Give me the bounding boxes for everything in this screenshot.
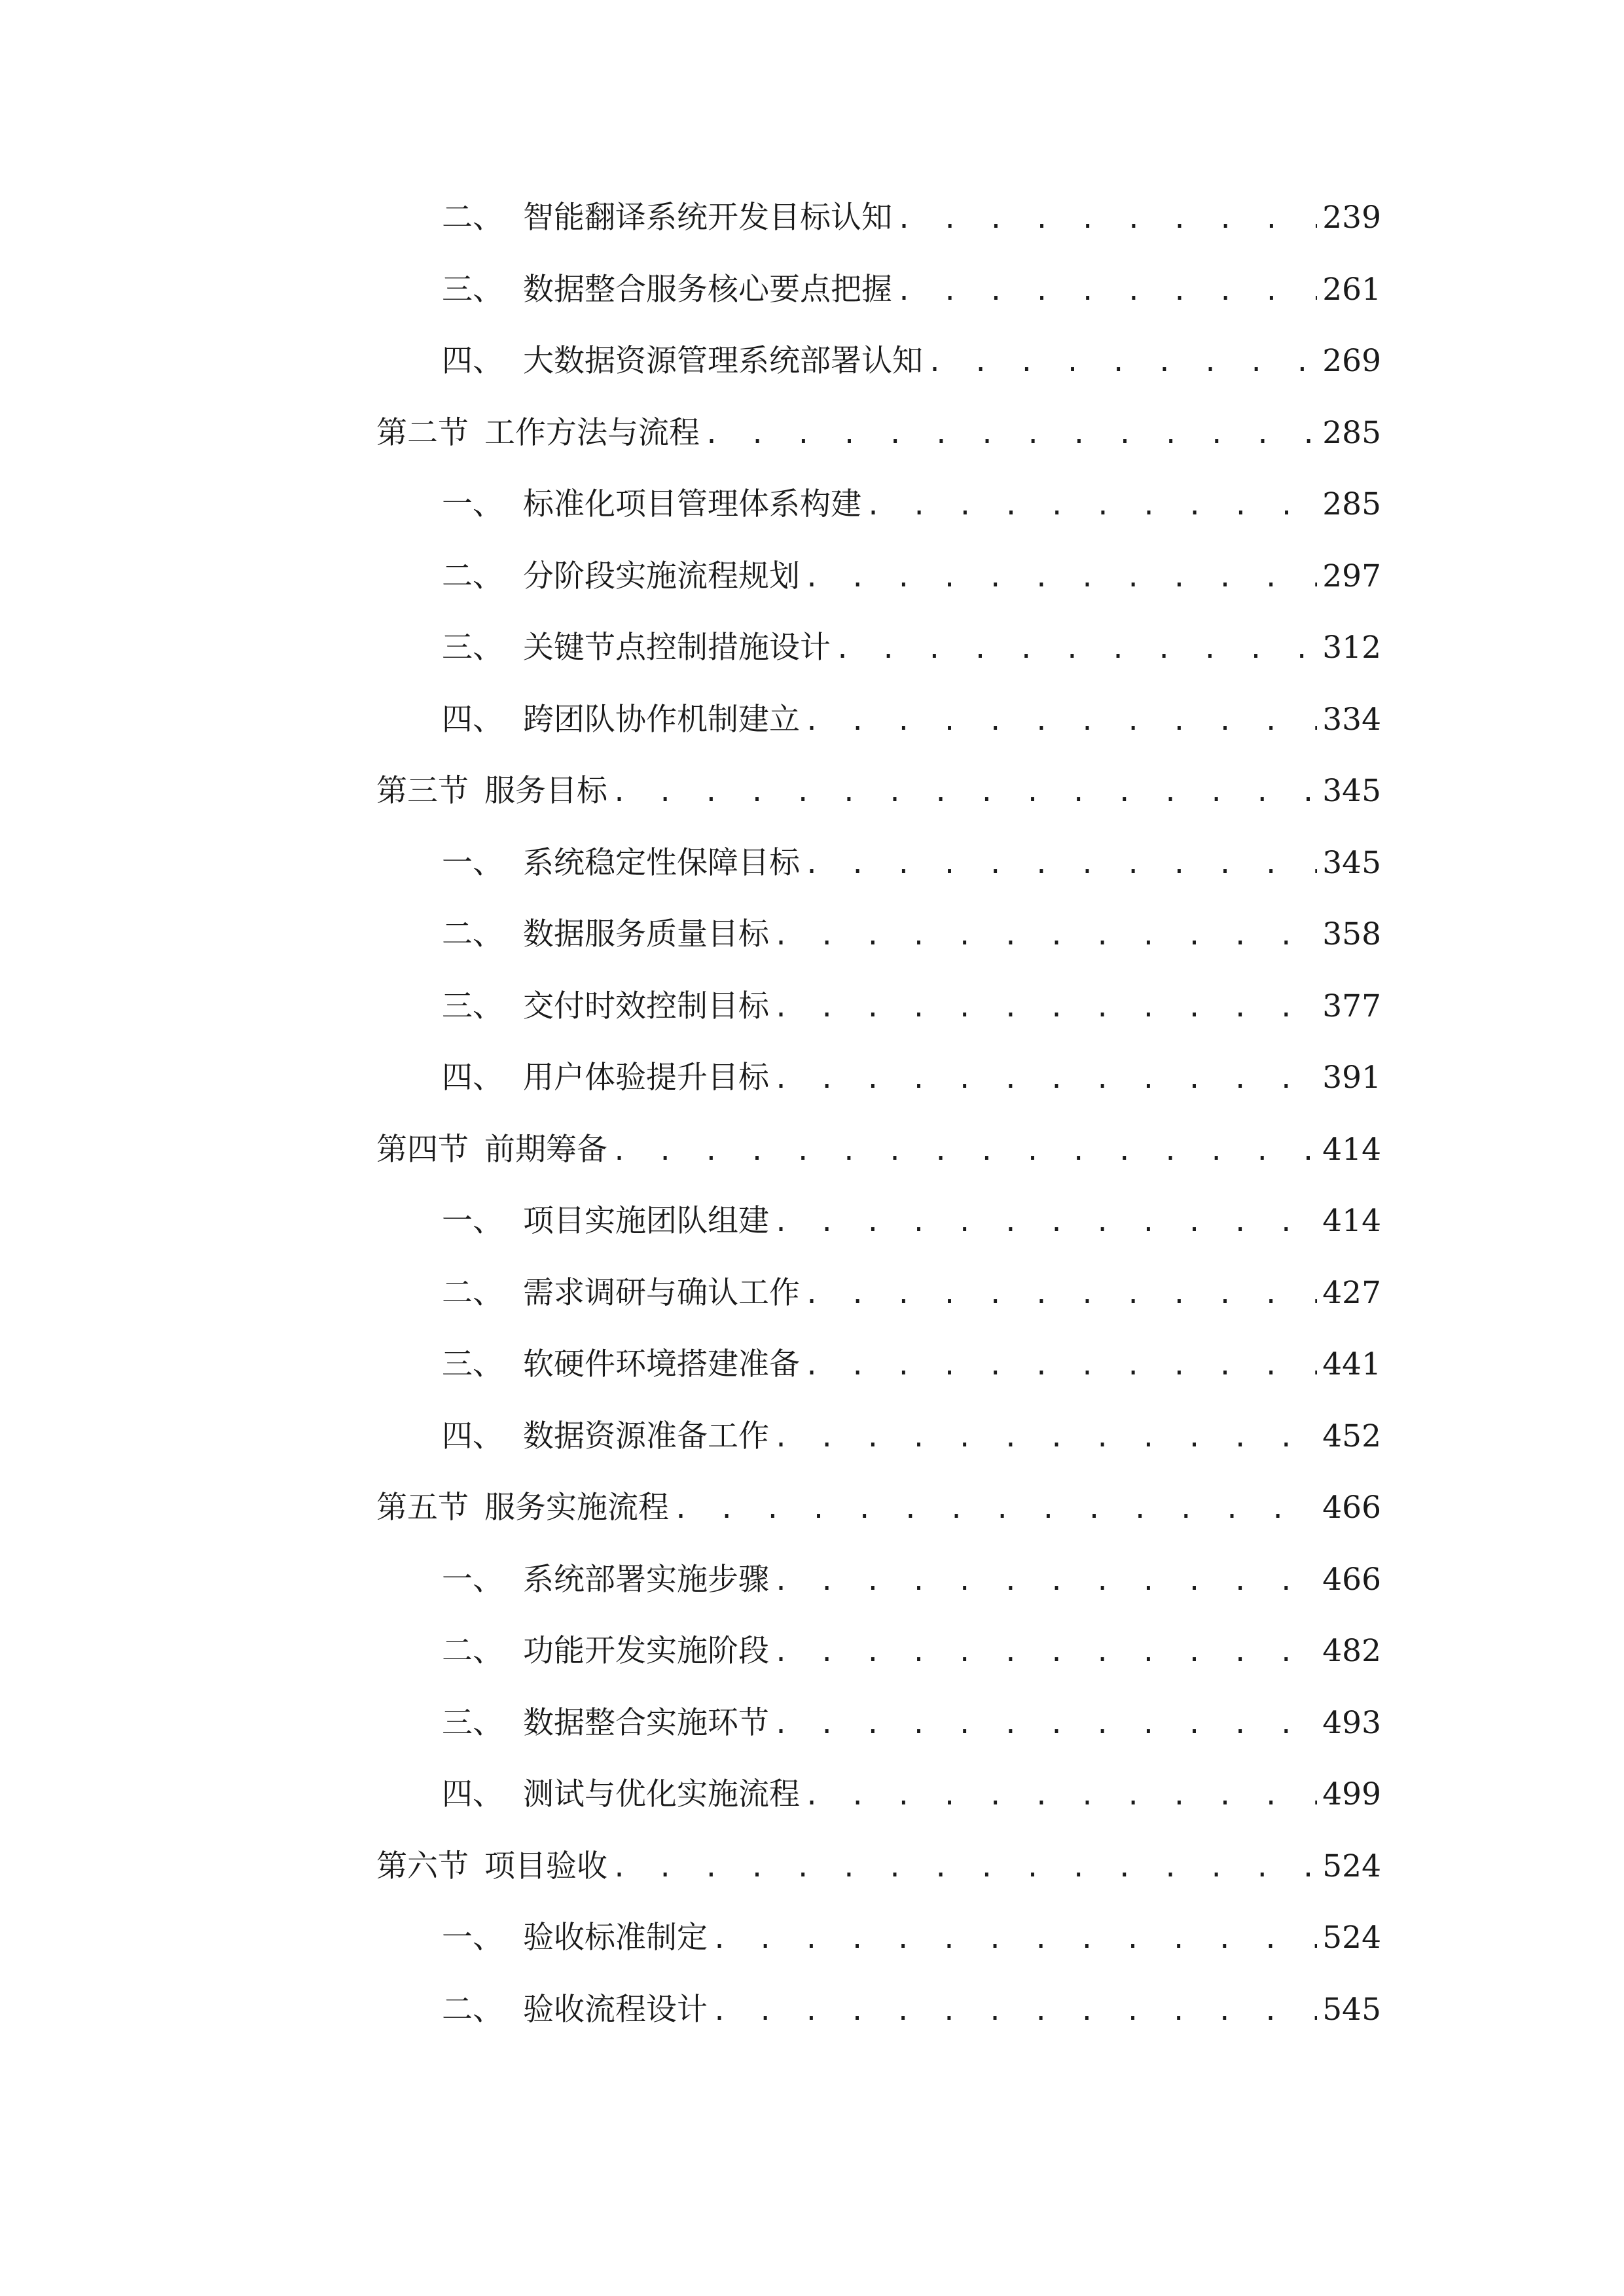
- toc-entry-number: 四、: [442, 1060, 503, 1096]
- toc-entry-page: 427: [1322, 1274, 1381, 1311]
- dot-leader: [773, 1055, 1317, 1104]
- toc-entry-page: 239: [1322, 200, 1381, 236]
- dot-leader: [865, 482, 1317, 531]
- toc-entry-title: 测试与优化实施流程: [523, 1776, 800, 1812]
- toc-entry[interactable]: [376, 1196, 1381, 1268]
- toc-entry-page: 358: [1322, 916, 1381, 952]
- toc-entry-page: 312: [1322, 630, 1381, 666]
- toc-entry-title: 软硬件环境搭建准备: [523, 1346, 800, 1382]
- toc-entry-number: 三、: [442, 630, 503, 666]
- dot-leader: [611, 768, 1317, 817]
- dot-leader: [611, 1844, 1317, 1893]
- toc-entry[interactable]: [376, 910, 1381, 982]
- toc-entry[interactable]: [376, 1770, 1381, 1842]
- toc-entry-number: 二、: [442, 916, 503, 952]
- toc-section-entry[interactable]: [376, 1842, 1381, 1914]
- toc-section-number: 第五节: [376, 1490, 469, 1526]
- toc-entry[interactable]: [376, 1053, 1381, 1125]
- toc-entry-title: 大数据资源管理系统部署认知: [523, 343, 923, 379]
- toc-entry[interactable]: [376, 1268, 1381, 1340]
- toc-entry-title: 数据整合服务核心要点把握: [523, 271, 892, 308]
- toc-section-title: 服务目标: [484, 773, 607, 809]
- toc-entry-title: 验收流程设计: [523, 1991, 708, 2028]
- toc-entry-number: 二、: [442, 200, 503, 236]
- dot-leader: [773, 1414, 1317, 1463]
- toc-entry[interactable]: [376, 193, 1381, 265]
- toc-entry[interactable]: [376, 1985, 1381, 2057]
- dot-leader: [927, 338, 1317, 387]
- toc-entry-title: 用户体验提升目标: [523, 1060, 769, 1096]
- toc-entry-page: 261: [1322, 271, 1381, 308]
- toc-section-title: 工作方法与流程: [484, 414, 700, 451]
- toc-section-title: 服务实施流程: [484, 1490, 669, 1526]
- toc-entry[interactable]: [376, 1412, 1381, 1484]
- toc-entry-title: 数据资源准备工作: [523, 1418, 769, 1454]
- toc-entry-page: 414: [1322, 1203, 1381, 1239]
- toc-entry-number: 二、: [442, 558, 503, 594]
- toc-entry-page: 452: [1322, 1418, 1381, 1454]
- toc-entry-title: 智能翻译系统开发目标认知: [523, 200, 892, 236]
- toc-section-title: 前期筹备: [484, 1131, 607, 1168]
- toc-entry-number: 四、: [442, 701, 503, 738]
- toc-entry-title: 系统稳定性保障目标: [523, 844, 800, 881]
- toc-entry[interactable]: [376, 838, 1381, 910]
- toc-entry-page: 545: [1322, 1991, 1381, 2028]
- toc-entry-page: 345: [1322, 844, 1381, 881]
- dot-leader: [804, 1342, 1317, 1391]
- toc-entry-number: 四、: [442, 343, 503, 379]
- toc-section-title: 项目验收: [484, 1848, 607, 1884]
- dot-leader: [673, 1485, 1317, 1534]
- toc-section-number: 第六节: [376, 1848, 469, 1884]
- dot-leader: [773, 1700, 1317, 1749]
- toc-section-page: 285: [1322, 414, 1381, 451]
- dot-leader: [773, 1557, 1317, 1606]
- toc-section-number: 第二节: [376, 414, 469, 451]
- toc-entry-page: 391: [1322, 1060, 1381, 1096]
- toc-entry[interactable]: [376, 1340, 1381, 1412]
- dot-leader: [835, 625, 1317, 674]
- toc-entry[interactable]: [376, 695, 1381, 767]
- toc-entry-title: 分阶段实施流程规划: [523, 558, 800, 594]
- toc-entry-number: 二、: [442, 1991, 503, 2028]
- toc-section-entry[interactable]: [376, 1483, 1381, 1555]
- toc-entry[interactable]: [376, 623, 1381, 695]
- dot-leader: [773, 1198, 1317, 1247]
- toc-entry[interactable]: [376, 1626, 1381, 1698]
- toc-entry-title: 功能开发实施阶段: [523, 1633, 769, 1669]
- toc-section-entry[interactable]: [376, 408, 1381, 480]
- dot-leader: [773, 912, 1317, 961]
- toc-section-number: 第四节: [376, 1131, 469, 1168]
- toc-entry-title: 验收标准制定: [523, 1920, 708, 1956]
- toc-entry-page: 524: [1322, 1920, 1381, 1956]
- toc-section-number: 第三节: [376, 773, 469, 809]
- toc-entry-title: 标准化项目管理体系构建: [523, 486, 861, 522]
- toc-entry-page: 493: [1322, 1704, 1381, 1741]
- dot-leader: [611, 1127, 1317, 1176]
- toc-entry[interactable]: [376, 1555, 1381, 1627]
- dot-leader: [896, 267, 1317, 316]
- toc-entry[interactable]: [376, 1698, 1381, 1770]
- toc-entry-title: 跨团队协作机制建立: [523, 701, 800, 738]
- toc-entry[interactable]: [376, 1913, 1381, 1985]
- dot-leader: [773, 984, 1317, 1033]
- toc-entry-number: 三、: [442, 1346, 503, 1382]
- toc-entry-number: 三、: [442, 271, 503, 308]
- toc-entry-number: 一、: [442, 1561, 503, 1598]
- dot-leader: [773, 1628, 1317, 1677]
- dot-leader: [804, 1772, 1317, 1821]
- toc-entry-number: 二、: [442, 1274, 503, 1311]
- toc-entry-number: 一、: [442, 844, 503, 881]
- toc-section-entry[interactable]: [376, 1125, 1381, 1197]
- dot-leader: [704, 410, 1317, 459]
- toc-entry-title: 项目实施团队组建: [523, 1203, 769, 1239]
- toc-entry-number: 四、: [442, 1418, 503, 1454]
- dot-leader: [896, 195, 1317, 244]
- toc-entry-title: 数据整合实施环节: [523, 1704, 769, 1741]
- toc-entry-page: 441: [1322, 1346, 1381, 1382]
- toc-entry-page: 482: [1322, 1633, 1381, 1669]
- toc-section-entry[interactable]: [376, 766, 1381, 838]
- toc-entry-number: 一、: [442, 486, 503, 522]
- dot-leader: [804, 1270, 1317, 1319]
- dot-leader: [804, 840, 1317, 889]
- toc-entry[interactable]: [376, 982, 1381, 1054]
- toc-entry-title: 需求调研与确认工作: [523, 1274, 800, 1311]
- dot-leader: [804, 697, 1317, 746]
- toc-entry-number: 三、: [442, 1704, 503, 1741]
- toc-entry-page: 334: [1322, 701, 1381, 738]
- toc-entry-page: 499: [1322, 1776, 1381, 1812]
- toc-entry[interactable]: [376, 480, 1381, 552]
- toc-entry-page: 297: [1322, 558, 1381, 594]
- toc-entry[interactable]: [376, 265, 1381, 337]
- table-of-contents: [376, 193, 1381, 2056]
- toc-section-page: 466: [1322, 1490, 1381, 1526]
- toc-entry-page: 269: [1322, 343, 1381, 379]
- toc-entry-page: 466: [1322, 1561, 1381, 1598]
- toc-entry-number: 二、: [442, 1633, 503, 1669]
- toc-entry-page: 377: [1322, 988, 1381, 1024]
- toc-entry-number: 四、: [442, 1776, 503, 1812]
- toc-entry[interactable]: [376, 552, 1381, 624]
- toc-section-page: 524: [1322, 1848, 1381, 1884]
- dot-leader: [804, 554, 1317, 603]
- toc-entry-title: 数据服务质量目标: [523, 916, 769, 952]
- toc-entry-title: 系统部署实施步骤: [523, 1561, 769, 1598]
- toc-entry-number: 一、: [442, 1203, 503, 1239]
- toc-entry-page: 285: [1322, 486, 1381, 522]
- toc-entry-title: 交付时效控制目标: [523, 988, 769, 1024]
- toc-entry-title: 关键节点控制措施设计: [523, 630, 831, 666]
- toc-entry[interactable]: [376, 336, 1381, 408]
- dot-leader: [712, 1987, 1317, 2036]
- toc-entry-number: 三、: [442, 988, 503, 1024]
- toc-section-page: 345: [1322, 773, 1381, 809]
- toc-entry-number: 一、: [442, 1920, 503, 1956]
- toc-section-page: 414: [1322, 1131, 1381, 1168]
- dot-leader: [712, 1915, 1317, 1964]
